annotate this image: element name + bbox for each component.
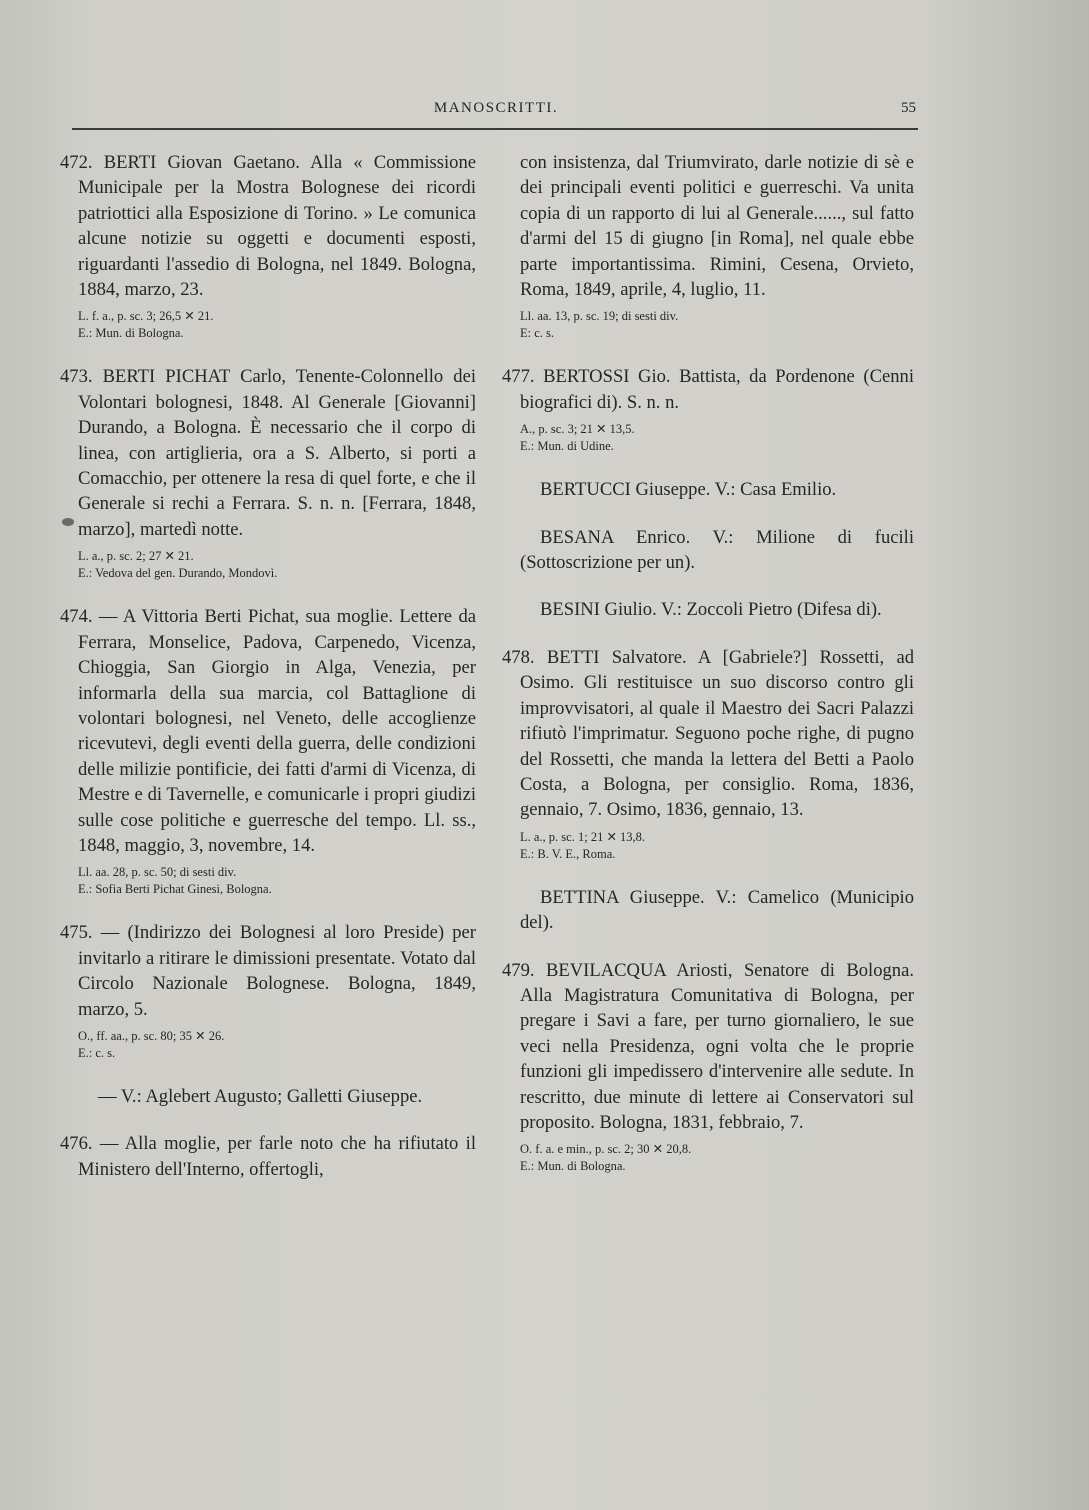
header-rule <box>72 128 918 130</box>
cross-reference-text: — V.: Aglebert Augusto; Galletti Giuseppe. <box>98 1085 423 1107</box>
section-title: MANOSCRITTI. <box>433 100 559 116</box>
catalog-entry-478 <box>502 645 914 863</box>
cross-reference <box>502 597 914 622</box>
catalog-entry-475 <box>60 920 476 1062</box>
entry-meta <box>502 308 914 342</box>
left-column <box>60 150 476 1204</box>
right-column <box>502 150 914 1197</box>
cross-reference-text: BETTINA Giuseppe. V.: Camelico (Municipio del). <box>520 886 914 934</box>
exhibitor: E.: Sofia Berti Pichat Ginesi, Bologna. <box>78 882 272 897</box>
entry-text: 475. — (Indirizzo dei Bolognesi al loro Preside) per invitarlo a ritirare le dimissioni presentate. Votato dal Circolo Nazionale Bolognese. Bologna, 1849, marzo, 5. <box>60 922 476 1020</box>
entry-meta <box>60 308 476 342</box>
catalog-entry-477 <box>502 364 914 455</box>
exhibitor: E.: Vedova del gen. Durando, Mondovì. <box>78 566 278 581</box>
entry-text: 478. BETTI Salvatore. A [Gabriele?] Rossetti, ad Osimo. Gli restituisce un suo discorso contro gli improvvisatori, al quale il Maestro dei Sacri Palazzi rifiutò l'imprimatur. Seguono poche righe, di pugno del Rossetti, che manda la lettera del Betti a Paolo Costa, a Bologna, per consiglio. Roma, 1836, gennaio, 7. Osimo, 1836, gennaio, 13. <box>502 646 914 821</box>
exhibitor: E.: c. s. <box>78 1045 116 1060</box>
physical-description: Ll. aa. 28, p. sc. 50; di sesti div. <box>78 865 237 880</box>
physical-description: O. f. a. e min., p. sc. 2; 30 ✕ 20,8. <box>520 1142 692 1157</box>
entry-meta <box>60 864 476 898</box>
exhibitor: E.: B. V. E., Roma. <box>520 846 616 861</box>
entry-text: 476. — Alla moglie, per farle noto che ha rifiutato il Ministero dell'Interno, offertogli, <box>60 1133 476 1180</box>
entry-text: 473. BERTI PICHAT Carlo, Tenente-Colonnello dei Volontari bolognesi, 1848. Al Generale [Giovanni] Durando, a Bologna. È necessario che il corpo di linea, con artiglieria, ora a S. Alberto, si porti a Comacchio, per ottenere la resa di quel forte, e che il Generale si rechi a Ferrara. S. n. n. [Ferrara, 1848, marzo], martedì notte. <box>60 366 476 540</box>
entry-meta <box>60 548 476 582</box>
catalog-entry-479 <box>502 958 914 1176</box>
cross-reference <box>60 1084 476 1109</box>
entry-text: 479. BEVILACQUA Ariosti, Senatore di Bologna. Alla Magistratura Comunitativa di Bologna, per pregare i Savi a fare, per turno giornaliero, le sue veci nella Presidenza, ogni volta che le proprie funzioni gli impedissero d'intervenire alle sedute. In rescritto, due minute di lettere ai Conservatori sul proposito. Bologna, 1831, febbraio, 7. <box>502 959 914 1133</box>
cross-reference-text: BESANA Enrico. V.: Milione di fucili (Sottoscrizione per un). <box>520 526 914 574</box>
physical-description: L. a., p. sc. 2; 27 ✕ 21. <box>78 549 194 564</box>
exhibitor: E.: Mun. di Bologna. <box>520 1159 626 1174</box>
physical-description: A., p. sc. 3; 21 ✕ 13,5. <box>520 422 635 437</box>
catalog-entry-474 <box>60 604 476 898</box>
catalog-entry-472 <box>60 150 476 342</box>
entry-text: 472. BERTI Giovan Gaetano. Alla « Commissione Municipale per la Mostra Bolognese dei ricordi patriottici alla Esposizione di Torino. » Le comunica alcune notizie su oggetti e documenti esposti, riguardanti l'assedio di Bologna, nel 1849. Bologna, 1884, marzo, 23. <box>60 152 476 301</box>
entry-meta <box>502 829 914 863</box>
exhibitor: E.: Mun. di Bologna. <box>78 326 184 341</box>
page-number: 55 <box>901 100 916 116</box>
physical-description: Ll. aa. 13, p. sc. 19; di sesti div. <box>520 309 679 324</box>
catalog-entry-476 <box>60 1131 476 1182</box>
entry-text: 474. — A Vittoria Berti Pichat, sua moglie. Lettere da Ferrara, Monselice, Padova, Carpenedo, Vicenza, Chioggia, San Giorgio in Alga, Venezia, per informarla della sua marcia, col Battaglione di volontari bolognesi, nel Veneto, delle accoglienze ricevutevi, degli eventi della guerra, delle condizioni delle milizie pontificie, dei fatti d'armi di Vicenza, di Mestre e di Tavernelle, e comunicarle i propri giudizi sulle cose politiche e guerresche del tempo. Ll. ss., 1848, maggio, 3, novembre, 14. <box>60 606 476 856</box>
physical-description: O., ff. aa., p. sc. 80; 35 ✕ 26. <box>78 1028 225 1043</box>
physical-description: L. f. a., p. sc. 3; 26,5 ✕ 21. <box>78 309 214 324</box>
cross-reference <box>502 525 914 576</box>
entry-text: 477. BERTOSSI Gio. Battista, da Pordenone (Cenni biografici di). S. n. n. <box>502 366 914 413</box>
entry-text: con insistenza, dal Triumvirato, darle notizie di sè e dei principali eventi politici e guerreschi. Va unita copia di un rapporto di lui al Generale......, sul fatto d'armi del 15 di giugno [in Roma], nel quale ebbe parte importantissima. Rimini, Cesena, Orvieto, Roma, 1849, aprile, 4, luglio, 11. <box>520 152 914 301</box>
cross-reference-text: BESINI Giulio. V.: Zoccoli Pietro (Difesa di). <box>540 599 882 621</box>
cross-reference <box>502 885 914 936</box>
exhibitor: E: c. s. <box>520 326 555 341</box>
cross-reference-text: BERTUCCI Giuseppe. V.: Casa Emilio. <box>540 479 837 501</box>
running-header <box>72 100 920 126</box>
entry-meta <box>60 1028 476 1062</box>
entry-meta <box>502 1141 914 1175</box>
catalog-entry-476-continued <box>502 150 914 342</box>
entry-meta <box>502 421 914 455</box>
catalog-entry-473 <box>60 364 476 582</box>
cross-reference <box>502 477 914 502</box>
exhibitor: E.: Mun. di Udine. <box>520 439 614 454</box>
physical-description: L. a., p. sc. 1; 21 ✕ 13,8. <box>520 829 646 844</box>
